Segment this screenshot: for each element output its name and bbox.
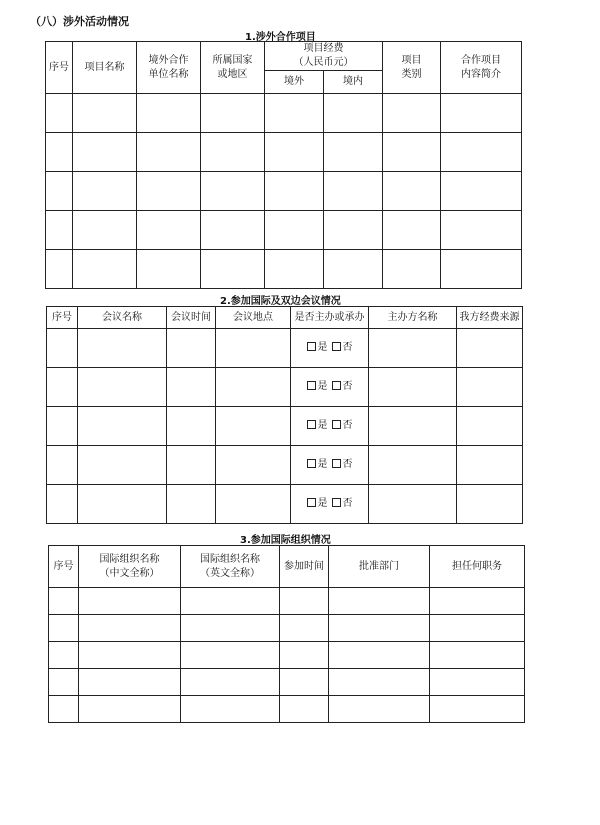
host-choice-cell [291,368,369,407]
table-row [46,133,522,172]
table-cell[interactable] [430,669,525,696]
header-country-line1: 所属国家 [212,54,253,66]
table-cell[interactable] [46,94,73,133]
no-label: 否 [342,420,353,431]
table-cell[interactable] [329,669,430,696]
table-cell[interactable] [280,615,329,642]
header-funding-domestic: 境内 [324,71,383,94]
table-cell[interactable] [73,250,137,289]
table-cell[interactable] [73,94,137,133]
header-category [383,42,441,94]
table-cell[interactable] [46,133,73,172]
host-choice-cell [291,485,369,524]
table-row [46,172,522,211]
header-funding [265,42,383,71]
host-choice-cell [291,329,369,368]
table-cell[interactable] [79,588,181,615]
table-cell[interactable] [457,329,523,368]
table-cell[interactable] [216,485,291,524]
table-cell[interactable] [79,696,181,723]
header-org-en-line2: （英文全称） [200,567,260,579]
header-funding-line1: 项目经费 [303,43,344,54]
header-partner [137,42,201,94]
table-cell[interactable] [201,250,265,289]
table-cell[interactable] [265,250,324,289]
table-row [47,329,523,368]
header-host-name: 主办方名称 [369,307,457,329]
table-cell[interactable] [78,446,167,485]
no-checkbox[interactable] [332,420,341,429]
table-cell[interactable] [280,669,329,696]
header-meeting-place: 会议地点 [216,307,291,329]
table-cell[interactable] [430,642,525,669]
yes-checkbox[interactable] [307,498,316,507]
table-cell[interactable] [369,329,457,368]
header-partner-line1: 境外合作 [148,54,189,66]
header-position: 担任何职务 [430,546,525,588]
no-checkbox[interactable] [332,498,341,507]
header-category-line2: 类别 [401,68,422,80]
table-cell[interactable] [457,407,523,446]
table3-title: 3.参加国际组织情况 [240,535,331,546]
table-cell[interactable] [201,172,265,211]
no-label: 否 [342,342,353,353]
no-checkbox[interactable] [332,342,341,351]
table-cell[interactable] [265,133,324,172]
table-cell[interactable] [78,485,167,524]
table-cell[interactable] [201,211,265,250]
header-summary-line1: 合作项目 [461,54,501,66]
header-org-cn [79,546,181,588]
table-cell[interactable] [181,669,280,696]
table-cell[interactable] [181,615,280,642]
table-cell[interactable] [329,642,430,669]
table-cell[interactable] [324,211,383,250]
header-funding-line2: （人民币元） [293,57,354,68]
table-row [47,485,523,524]
table-cell[interactable] [47,368,78,407]
table-cell[interactable] [265,211,324,250]
table-cell[interactable] [329,696,430,723]
table-row [46,94,522,133]
table-cell[interactable] [265,94,324,133]
table-cell[interactable] [181,642,280,669]
no-label: 否 [342,381,353,392]
table-cell[interactable] [329,615,430,642]
yes-checkbox[interactable] [307,381,316,390]
table-cell[interactable] [324,133,383,172]
table-row [49,642,525,669]
table-cell[interactable] [78,368,167,407]
table-row [46,250,522,289]
international-meetings-table [46,306,523,524]
header-category-line1: 项目 [401,54,422,66]
table-cell[interactable] [49,588,79,615]
header-is-host: 是否主办或承办 [291,307,369,329]
table-cell[interactable] [137,172,201,211]
header-meeting-name: 会议名称 [78,307,167,329]
international-organizations-table [48,545,525,723]
table-cell[interactable] [47,329,78,368]
table-cell[interactable] [49,696,79,723]
table-cell[interactable] [216,407,291,446]
yes-label: 是 [317,498,328,509]
yes-checkbox[interactable] [307,420,316,429]
table-row [47,368,523,407]
table-cell[interactable] [73,211,137,250]
table-cell[interactable] [441,250,522,289]
table-row [47,446,523,485]
table-cell[interactable] [79,615,181,642]
header-seq: 序号 [49,546,79,588]
table-cell[interactable] [167,407,216,446]
header-summary [441,42,522,94]
table-cell[interactable] [369,407,457,446]
no-label: 否 [342,498,353,509]
yes-checkbox[interactable] [307,459,316,468]
header-country [201,42,265,94]
table-cell[interactable] [49,615,79,642]
table-cell[interactable] [201,94,265,133]
table-cell[interactable] [137,133,201,172]
header-org-en-line1: 国际组织名称 [200,553,260,565]
header-seq: 序号 [46,42,73,94]
header-org-cn-line1: 国际组织名称 [99,553,160,565]
table-cell[interactable] [78,329,167,368]
table-cell[interactable] [430,615,525,642]
table-cell[interactable] [457,368,523,407]
table-cell[interactable] [79,642,181,669]
table-cell[interactable] [430,588,525,615]
table-cell[interactable] [73,133,137,172]
yes-checkbox[interactable] [307,342,316,351]
table2-title: 2.参加国际及双边会议情况 [220,296,341,307]
page-heading: （八）涉外活动情况 [30,15,129,28]
table-cell[interactable] [167,329,216,368]
table-cell[interactable] [329,588,430,615]
table-cell[interactable] [441,94,522,133]
foreign-cooperation-table [45,41,522,289]
yes-label: 是 [317,342,328,353]
no-label: 否 [342,459,353,470]
table-cell[interactable] [201,133,265,172]
table-cell[interactable] [49,669,79,696]
no-checkbox[interactable] [332,459,341,468]
table-cell[interactable] [47,407,78,446]
no-checkbox[interactable] [332,381,341,390]
host-choice-cell [291,446,369,485]
table-cell[interactable] [441,211,522,250]
table-cell[interactable] [383,250,441,289]
table-row [46,211,522,250]
table-cell[interactable] [47,446,78,485]
table-cell[interactable] [369,485,457,524]
table-cell[interactable] [137,211,201,250]
table1-title: 1.涉外合作项目 [245,32,316,43]
header-approval-dept: 批准部门 [329,546,430,588]
table-row [47,407,523,446]
table-cell[interactable] [46,250,73,289]
table-cell[interactable] [216,446,291,485]
header-org-cn-line2: （中文全称） [99,567,160,579]
table-cell[interactable] [280,642,329,669]
table-cell[interactable] [383,133,441,172]
table-cell[interactable] [441,133,522,172]
table-cell[interactable] [46,211,73,250]
header-funding-source: 我方经费来源 [457,307,523,329]
header-org-en [181,546,280,588]
table-cell[interactable] [47,485,78,524]
table-cell[interactable] [216,368,291,407]
table-cell[interactable] [73,172,137,211]
header-project-name: 项目名称 [73,42,137,94]
table-row [49,588,525,615]
table-cell[interactable] [369,368,457,407]
header-summary-line2: 内容简介 [461,68,501,80]
table-row [49,615,525,642]
table-cell[interactable] [167,368,216,407]
table-cell[interactable] [78,407,167,446]
table-cell[interactable] [430,696,525,723]
table-cell[interactable] [181,696,280,723]
table-cell[interactable] [280,588,329,615]
table-cell[interactable] [167,485,216,524]
table-cell[interactable] [324,250,383,289]
table-cell[interactable] [137,250,201,289]
table-cell[interactable] [457,485,523,524]
table-cell[interactable] [383,211,441,250]
table-cell[interactable] [46,172,73,211]
table-cell[interactable] [216,329,291,368]
table-cell[interactable] [324,172,383,211]
yes-label: 是 [317,381,328,392]
table-cell[interactable] [457,446,523,485]
table-row [49,669,525,696]
host-choice-cell [291,407,369,446]
table-cell[interactable] [324,94,383,133]
table-cell[interactable] [369,446,457,485]
table-cell[interactable] [49,642,79,669]
table-cell[interactable] [167,446,216,485]
header-join-time: 参加时间 [280,546,329,588]
table-cell[interactable] [383,172,441,211]
table-cell[interactable] [79,669,181,696]
table-cell[interactable] [441,172,522,211]
table-cell[interactable] [280,696,329,723]
header-seq: 序号 [47,307,78,329]
header-funding-abroad: 境外 [265,71,324,94]
yes-label: 是 [317,459,328,470]
table-cell[interactable] [137,94,201,133]
header-meeting-time: 会议时间 [167,307,216,329]
yes-label: 是 [317,420,328,431]
table-cell[interactable] [383,94,441,133]
header-partner-line2: 单位名称 [148,68,189,80]
table-cell[interactable] [265,172,324,211]
table-cell[interactable] [181,588,280,615]
header-country-line2: 或地区 [217,68,248,80]
table-row [49,696,525,723]
